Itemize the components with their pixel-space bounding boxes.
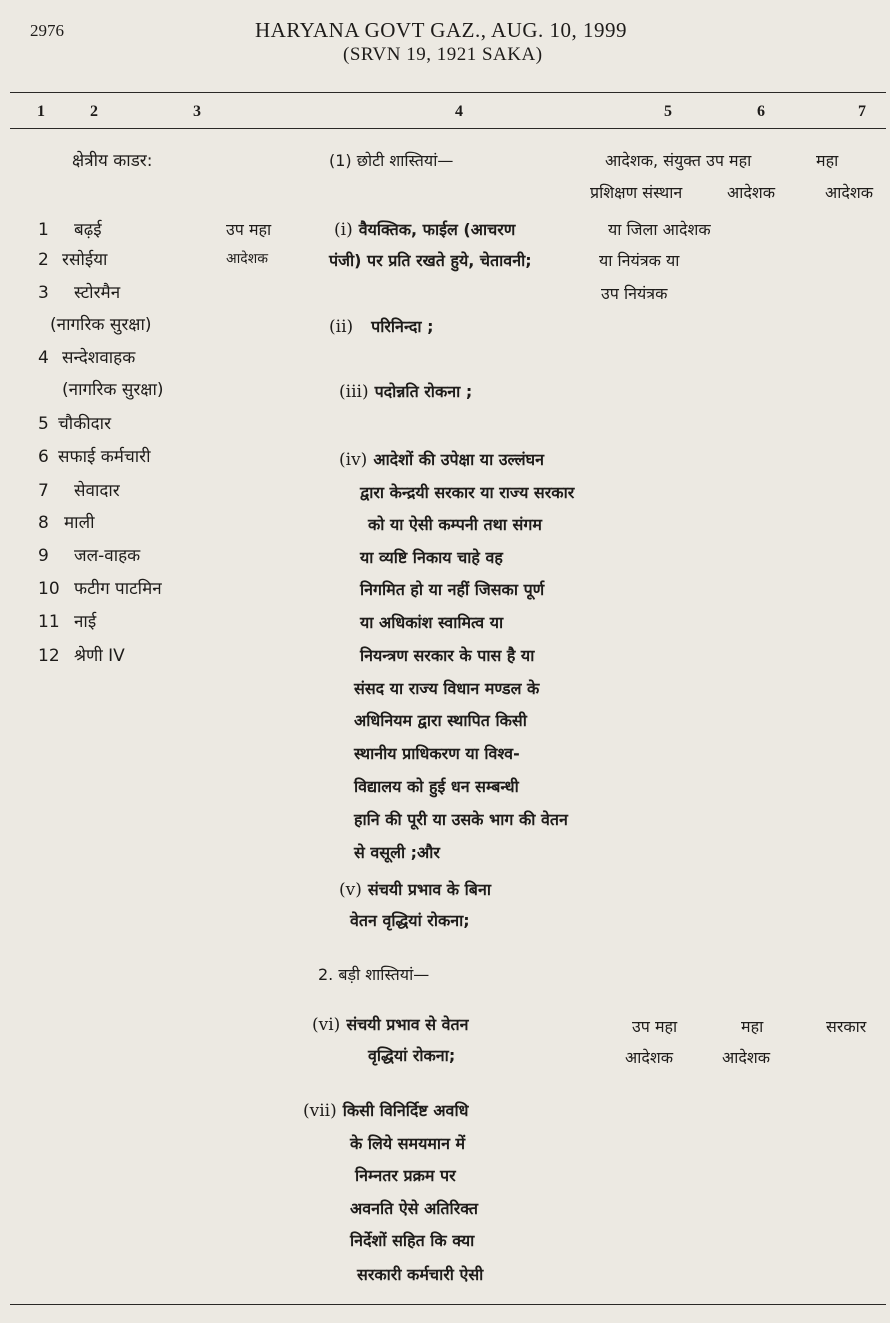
penalty-text: पंजी) पर प्रति रखते हुये, चेतावनी; — [329, 251, 532, 270]
penalty-text: निगमित हो या नहीं जिसका पूर्ण — [360, 580, 545, 599]
cadre-item-number: 5 — [38, 414, 49, 434]
penalty-numeral: (i) — [334, 220, 353, 240]
cadre-item: चौकीदार — [58, 414, 112, 434]
penalty-text: अधिनियम द्वारा स्थापित किसी — [354, 711, 527, 730]
gazette-subtitle: (SRVN 19, 1921 SAKA) — [343, 44, 543, 65]
column-number-4: 4 — [455, 103, 463, 120]
column-number-1: 1 — [37, 103, 45, 120]
penalty-text: सरकारी कर्मचारी ऐसी — [357, 1265, 484, 1284]
penalty-iv — [339, 452, 544, 469]
penalty-numeral: (vi) — [312, 1015, 341, 1035]
column-number-6: 6 — [757, 103, 765, 120]
penalty-numeral: (ii) — [329, 317, 354, 337]
authority-line: उप महा — [632, 1017, 678, 1036]
cadre-item: सन्देशवाहक — [62, 348, 136, 368]
authority-line: आदेशक — [722, 1048, 771, 1067]
penalty-text: विद्यालय को हुई धन सम्बन्धी — [354, 777, 519, 796]
penalty-ii — [329, 319, 434, 336]
penalty-text: संचयी प्रभाव से वेतन — [346, 1015, 469, 1034]
penalty-text: आदेशों की उपेक्षा या उल्लंघन — [373, 450, 544, 469]
cadre-item: श्रेणी IV — [74, 646, 125, 666]
penalty-text: से वसूली ;और — [354, 843, 440, 862]
penalty-numeral: (v) — [339, 880, 362, 900]
cadre-item: (नागरिक सुरक्षा) — [50, 315, 152, 335]
penalty-text: के लिये समयमान में — [350, 1134, 466, 1153]
column-number-7: 7 — [858, 103, 866, 120]
penalty-text: हानि की पूरी या उसके भाग की वेतन — [354, 810, 568, 829]
penalty-text: निर्देशों सहित कि क्या — [350, 1231, 475, 1250]
cadre-item: स्टोरमैन — [74, 283, 121, 303]
penalty-text: संचयी प्रभाव के बिना — [367, 880, 491, 899]
penalty-text: निम्नतर प्रक्रम पर — [355, 1166, 456, 1185]
authority-line: या जिला आदेशक — [608, 220, 711, 239]
cadre-item-number: 10 — [38, 579, 60, 599]
penalty-text: नियन्त्रण सरकार के पास है या — [360, 646, 535, 665]
major-penalties-heading: 2. बड़ी शास्तियां— — [318, 965, 430, 984]
cadre-item: जल-वाहक — [74, 546, 141, 566]
gazette-title: HARYANA GOVT GAZ., AUG. 10, 1999 — [255, 18, 628, 42]
column-number-2: 2 — [90, 103, 98, 120]
cadre-item-number: 12 — [38, 646, 60, 666]
penalty-iii — [339, 384, 472, 401]
appointing-authority: उप महा — [226, 220, 272, 239]
cadre-item: फटीग पाटमिन — [74, 579, 162, 599]
appointing-authority: आदेशक — [226, 251, 269, 267]
column-number-5: 5 — [664, 103, 672, 120]
cadre-heading: क्षेत्रीय काडर: — [72, 151, 153, 171]
penalty-text: पदोन्नति रोकना ; — [374, 382, 473, 401]
cadre-item-number: 3 — [38, 283, 49, 303]
cadre-item-number: 7 — [38, 481, 49, 501]
cadre-item-number: 9 — [38, 546, 49, 566]
penalty-vii — [303, 1103, 468, 1120]
penalty-text: स्थानीय प्राधिकरण या विश्व- — [354, 744, 520, 763]
penalty-text: या व्यष्टि निकाय चाहे वह — [360, 548, 503, 567]
penalty-numeral: (iii) — [339, 382, 369, 402]
authority-line: आदेशक — [625, 1048, 674, 1067]
cadre-item: रसोईया — [62, 250, 108, 270]
authority-line: उप नियंत्रक — [601, 284, 668, 303]
authority-line: या नियंत्रक या — [599, 251, 680, 270]
cadre-item: सेवादार — [74, 481, 120, 501]
authority-line: सरकार — [826, 1017, 867, 1036]
cadre-item-number: 2 — [38, 250, 49, 270]
penalty-text: वेतन वृद्धियां रोकना; — [350, 911, 470, 930]
header-rule — [10, 92, 886, 93]
penalty-text: अवनति ऐसे अतिरिक्त — [350, 1199, 478, 1218]
authority-heading: आदेशक — [727, 183, 776, 202]
penalty-text: संसद या राज्य विधान मण्डल के — [354, 679, 540, 698]
cadre-item: नाई — [74, 612, 97, 632]
cadre-item: बढ़ई — [74, 220, 102, 240]
cadre-item-number: 6 — [38, 447, 49, 467]
page-number: 2976 — [30, 21, 64, 40]
cadre-item-number: 4 — [38, 348, 49, 368]
penalty-text: किसी विनिर्दिष्ट अवधि — [342, 1101, 469, 1120]
minor-penalties-heading: (1) छोटी शास्तियां— — [329, 151, 454, 170]
cadre-item-number: 8 — [38, 513, 49, 533]
penalty-text: या अधिकांश स्वामित्व या — [360, 613, 504, 632]
cadre-item: माली — [64, 513, 95, 533]
authority-line: महा — [741, 1017, 764, 1036]
authority-heading: महा — [816, 151, 839, 170]
column-number-rule — [10, 128, 886, 129]
authority-heading: आदेशक — [825, 183, 874, 202]
cadre-item-number: 1 — [38, 220, 49, 240]
cadre-item: (नागरिक सुरक्षा) — [62, 380, 164, 400]
column-number-3: 3 — [193, 103, 201, 120]
penalty-vi — [312, 1017, 469, 1034]
penalty-numeral: (iv) — [339, 450, 368, 470]
penalty-text: परिनिन्दा ; — [371, 317, 434, 336]
footer-rule — [10, 1304, 886, 1305]
penalty-numeral: (vii) — [303, 1101, 337, 1121]
cadre-item: सफाई कर्मचारी — [58, 447, 151, 467]
penalty-text: वैयक्तिक, फाईल (आचरण — [358, 220, 516, 239]
authority-heading: आदेशक, संयुक्त उप महा — [605, 151, 752, 170]
penalty-v — [339, 882, 491, 899]
penalty-text: द्वारा केन्द्रयी सरकार या राज्य सरकार — [360, 483, 575, 502]
penalty-i — [334, 222, 515, 239]
cadre-item-number: 11 — [38, 612, 60, 632]
penalty-text: वृद्धियां रोकना; — [368, 1046, 456, 1065]
authority-heading: प्रशिक्षण संस्थान — [590, 183, 683, 202]
penalty-text: को या ऐसी कम्पनी तथा संगम — [368, 515, 542, 534]
